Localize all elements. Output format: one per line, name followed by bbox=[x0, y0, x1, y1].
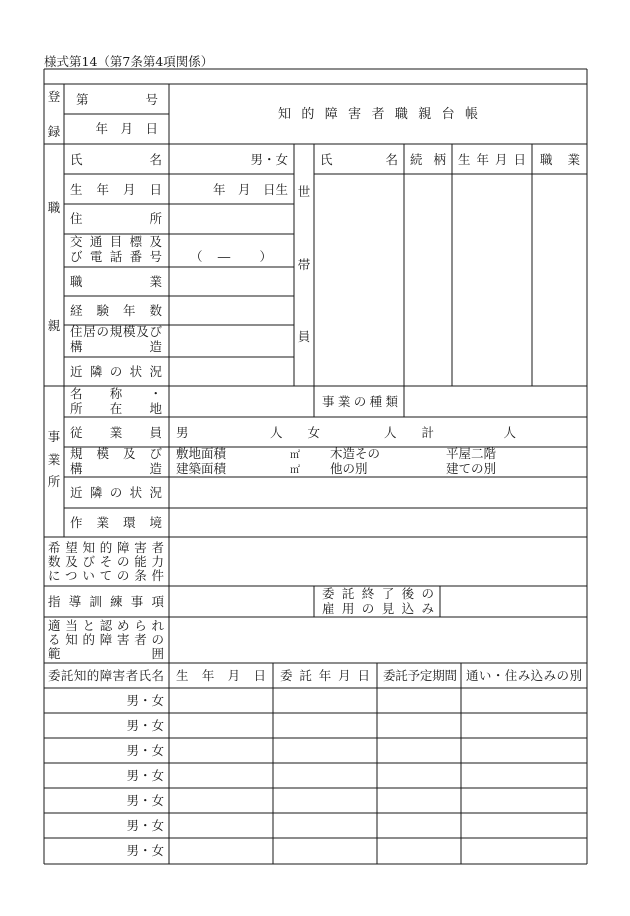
business-heading bbox=[48, 429, 61, 489]
registration-heading bbox=[48, 89, 61, 139]
suitable-range-label: 適当と認められ bbox=[48, 618, 164, 633]
housing-label: 住居の規模及び bbox=[70, 324, 162, 339]
svg-text:世: 世 bbox=[297, 184, 311, 199]
desired-terms-label: についての条件 bbox=[48, 568, 164, 583]
svg-text:登: 登 bbox=[47, 89, 61, 104]
household-relation-header: 続柄 bbox=[410, 152, 446, 167]
work-environment-label: 作業環境 bbox=[70, 515, 162, 530]
commission-period-header: 委託予定期間 bbox=[383, 668, 457, 683]
transport-label: 交通目標及 bbox=[70, 234, 162, 249]
sex-options: 男・女 bbox=[250, 152, 288, 167]
household-heading bbox=[298, 184, 311, 344]
suitable-persons-label: る知的障害者の bbox=[48, 632, 164, 647]
registration-date-label: 年 月 日 bbox=[95, 121, 158, 136]
form-number-label: 様式第14（第7条第4項関係） bbox=[44, 54, 214, 69]
svg-text:職: 職 bbox=[47, 200, 61, 215]
post-commission-label: 委託終了後の bbox=[322, 586, 434, 601]
birthdate-format: 年 月 日生 bbox=[212, 182, 288, 197]
desired-conditions-label: 希望知的障害者 bbox=[48, 540, 164, 555]
structure-label: 構造 bbox=[70, 461, 162, 476]
business-neighborhood-label: 近隣の状況 bbox=[70, 485, 162, 500]
scale-label: 規模及び bbox=[70, 446, 162, 461]
housing-structure-label: 構造 bbox=[70, 339, 162, 354]
table-row-sex: 男・女 bbox=[126, 693, 164, 708]
wooden-other-label: 他の別 bbox=[330, 461, 368, 476]
employees-male: 男 bbox=[176, 425, 189, 440]
suitable-scope-label: 範囲 bbox=[48, 646, 164, 661]
table-row-sex: 男・女 bbox=[126, 843, 164, 858]
employees-total: 人 計 bbox=[384, 425, 434, 440]
building-area-unit: ㎡ bbox=[290, 465, 300, 476]
table-row-sex: 男・女 bbox=[126, 768, 164, 783]
household-name-header: 氏名 bbox=[320, 152, 398, 167]
commissioned-name-header: 委託知的障害者氏名 bbox=[48, 668, 164, 683]
svg-text:親: 親 bbox=[47, 318, 61, 333]
table-row-sex: 男・女 bbox=[126, 743, 164, 758]
svg-text:業: 業 bbox=[47, 452, 61, 467]
birthdate-label: 生年月日 bbox=[70, 182, 162, 197]
svg-text:員: 員 bbox=[297, 329, 311, 344]
shokuoya-heading bbox=[48, 200, 61, 333]
employees-label: 従業員 bbox=[70, 425, 162, 440]
phone-label: び電話番号 bbox=[70, 249, 162, 264]
commission-date-header: 委託年月日 bbox=[280, 668, 370, 683]
employees-unit: 人 bbox=[503, 425, 516, 440]
floors-type-label: 建ての別 bbox=[446, 461, 497, 476]
table-row-sex: 男・女 bbox=[126, 818, 164, 833]
business-name-label: 名称・ bbox=[70, 386, 162, 401]
household-occupation-header: 職業 bbox=[540, 152, 580, 167]
name-label: 氏名 bbox=[70, 152, 162, 167]
svg-text:事: 事 bbox=[47, 429, 61, 444]
table-row-sex: 男・女 bbox=[126, 793, 164, 808]
svg-text:録: 録 bbox=[47, 124, 61, 139]
employees-female: 人 女 bbox=[270, 425, 320, 440]
occupation-label: 職業 bbox=[70, 274, 162, 289]
wooden-label: 木造その bbox=[330, 446, 381, 461]
employment-outlook-label: 雇用の見込み bbox=[322, 601, 434, 616]
guidance-label: 指導訓練事項 bbox=[48, 594, 164, 609]
commute-type-header: 通い・住み込みの別 bbox=[466, 668, 582, 683]
address-label: 住所 bbox=[70, 211, 162, 226]
phone-format: （ ― ） bbox=[190, 249, 272, 264]
svg-text:所: 所 bbox=[47, 474, 61, 489]
registration-number-label: 第 号 bbox=[76, 92, 158, 107]
floors-label: 平屋二階 bbox=[446, 446, 497, 461]
table-row-sex: 男・女 bbox=[126, 718, 164, 733]
business-location-label: 所在地 bbox=[70, 401, 162, 416]
page-title: 知的障害者職親台帳 bbox=[278, 107, 478, 122]
neighborhood-label: 近隣の状況 bbox=[70, 364, 162, 379]
commissioned-birthdate-header: 生年月日 bbox=[176, 668, 266, 683]
site-area-unit: ㎡ bbox=[290, 450, 300, 461]
svg-text:帯: 帯 bbox=[297, 257, 311, 272]
desired-ability-label: 数及びその能力 bbox=[48, 554, 164, 569]
building-area-label: 建築面積 bbox=[176, 461, 227, 476]
household-birthdate-header: 生年月日 bbox=[458, 152, 526, 167]
site-area-label: 敷地面積 bbox=[176, 446, 227, 461]
business-type-label: 事業の種類 bbox=[322, 394, 398, 409]
experience-label: 経験年数 bbox=[70, 303, 162, 318]
